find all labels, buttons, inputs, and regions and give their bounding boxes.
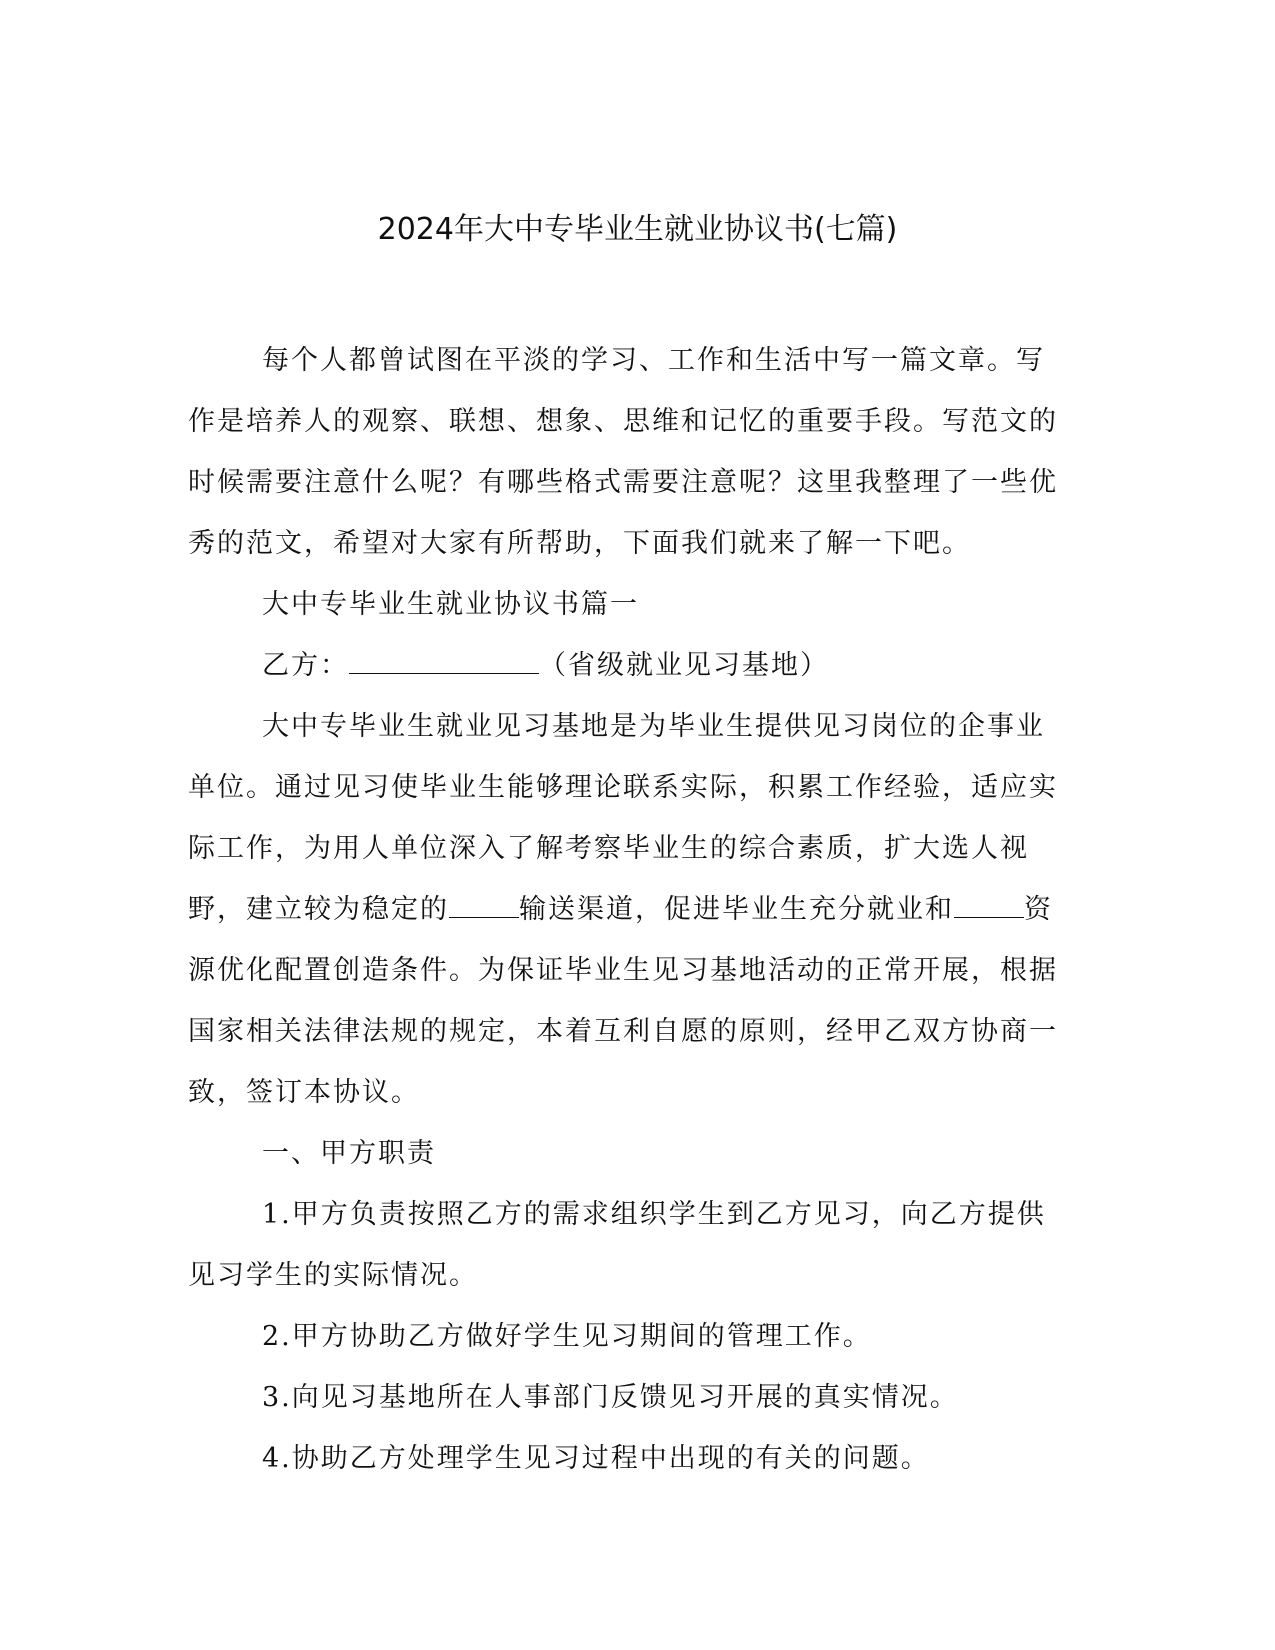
clause-item: 1.甲方负责按照乙方的需求组织学生到乙方见习，向乙方提供见习学生的实际情况。 [188, 1199, 1046, 1291]
intro-paragraph: 每个人都曾试图在平淡的学习、工作和生活中写一篇文章。写作是培养人的观察、联想、想象、思维和记忆的重要手段。写范文的时候需要注意什么呢？有哪些格式需要注意呢？这里我整理了一些优秀的范文，希望对大家有所帮助，下面我们就来了解一下吧。 [188, 345, 1058, 559]
document-title: 2024年大中专毕业生就业协议书(七篇) [377, 212, 898, 247]
clause-item: 3.向见习基地所在人事部门反馈见习开展的真实情况。 [262, 1382, 959, 1413]
party-b-line [188, 635, 1068, 696]
purpose-text-3: 资源优化配置创造条件。为保证毕业生见习基地活动的正常开展，根据国家相关法律法规的规定，本着互利自愿的原则，经甲乙双方协商一致，签订本协议。 [188, 894, 1058, 1108]
section-heading: 大中专毕业生就业协议书篇一 [262, 589, 639, 620]
blank-2 [954, 887, 1024, 918]
purpose-text-2: 输送渠道，促进毕业生充分就业和 [519, 894, 954, 925]
party-b-note: （省级就业见习基地） [539, 650, 829, 681]
clause-heading: 一、甲方职责 [262, 1138, 436, 1169]
clause-item: 4.协助乙方处理学生见习过程中出现的有关的问题。 [262, 1443, 930, 1474]
purpose-text-1: 大中专毕业生就业见习基地是为毕业生提供见习岗位的企事业单位。通过见习使毕业生能够理论联系实际，积累工作经验，适应实际工作，为用人单位深入了解考察毕业生的综合素质，扩大选人视野，建立较为稳定的 [188, 711, 1058, 925]
clause-item: 2.甲方协助乙方做好学生见习期间的管理工作。 [262, 1321, 872, 1352]
purpose-paragraph [188, 696, 1068, 1123]
party-b-label: 乙方： [262, 650, 349, 681]
blank-1 [449, 887, 519, 918]
document-body [188, 330, 1068, 1489]
party-b-blank [349, 643, 539, 674]
